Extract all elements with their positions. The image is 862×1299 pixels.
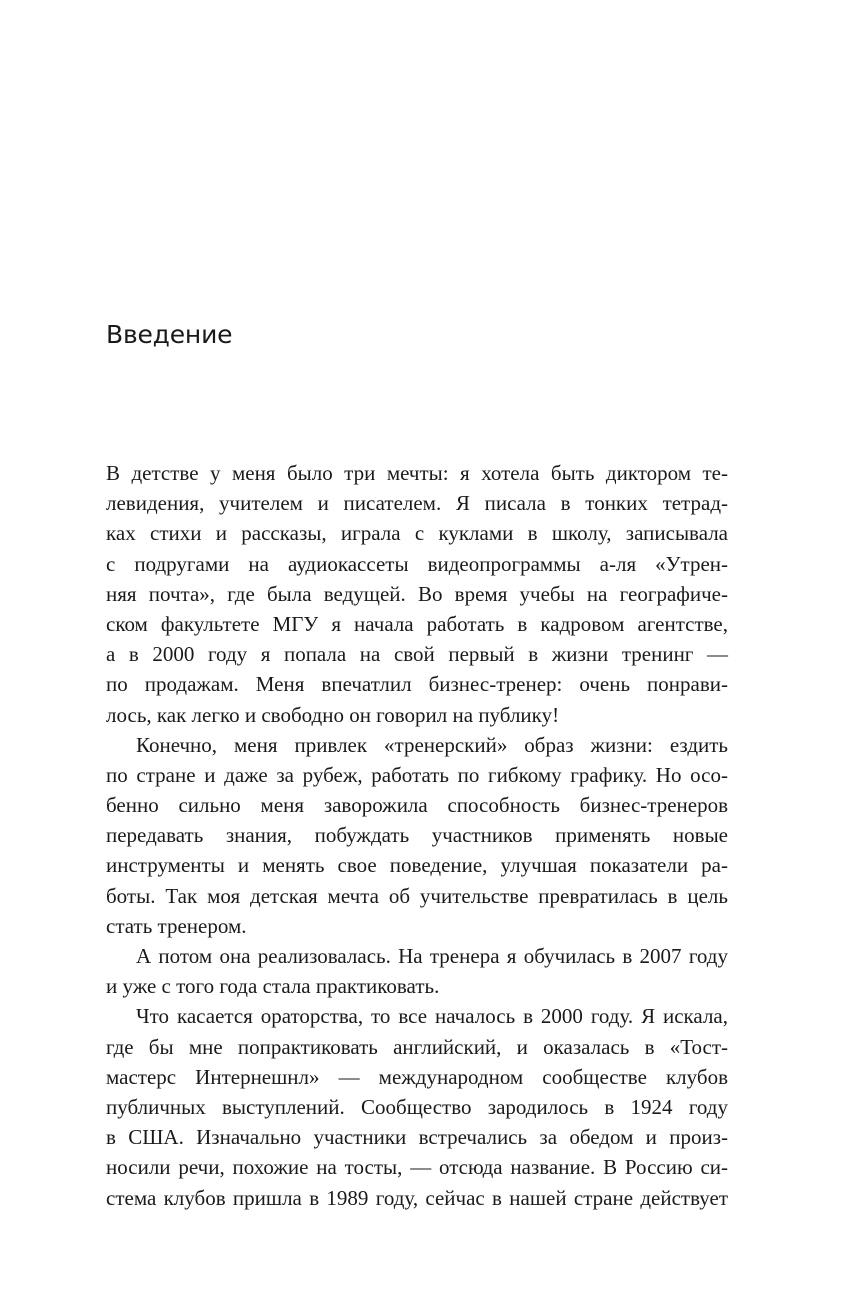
text-line: Конечно, меня привлек «тренерский» образ жизни: ездить (136, 732, 728, 757)
text-line: ском факультете МГУ я начала работать в кадровом агентстве, (106, 611, 728, 636)
text-line: по продажам. Меня впечатлил бизнес-тренер: очень понрави- (106, 672, 728, 697)
text-line: с подругами на аудиокассеты видеопрограммы а-ля «Утрен- (106, 551, 728, 576)
text-line: Что касается ораторства, то все началось в 2000 году. Я искала, (136, 1004, 728, 1029)
text-line: няя почта», где была ведущей. Во время учебы на географиче- (106, 581, 728, 606)
text-line: стать тренером. (106, 913, 247, 938)
text-line: бенно сильно меня заворожила способность бизнес-тренеров (106, 793, 728, 818)
text-line: где бы мне попрактиковать английский, и оказалась в «Тост- (106, 1034, 728, 1059)
text-line: в США. Изначально участники встречались за обедом и произ- (106, 1125, 728, 1150)
text-line: публичных выступлений. Сообщество зародилось в 1924 году (106, 1094, 728, 1119)
body-text (106, 458, 728, 1213)
text-line: лось, как легко и свободно он говорил на публику! (106, 702, 560, 727)
text-line: и уже с того года стала практиковать. (106, 974, 440, 999)
text-line: носили речи, похожие на тосты, — отсюда название. В Россию си- (106, 1155, 728, 1180)
text-line: В детстве у меня было три мечты: я хотела быть диктором те- (106, 461, 728, 485)
text-line: передавать знания, побуждать участников применять новые (106, 823, 728, 848)
text-line: левидения, учителем и писателем. Я писала в тонких тетрад- (106, 491, 728, 516)
text-line: а в 2000 году я попала на свой первый в жизни тренинг — (106, 642, 728, 667)
text-line: по стране и даже за рубеж, работать по гибкому графику. Но осо- (106, 762, 728, 787)
text-line: ках стихи и рассказы, играла с куклами в школу, записывала (106, 521, 728, 546)
chapter-title: Введение (106, 320, 233, 349)
text-line: стема клубов пришла в 1989 году, сейчас в нашей стране действует (106, 1185, 728, 1210)
text-line: мастерс Интернешнл» — международном сообществе клубов (106, 1064, 728, 1089)
text-line: боты. Так моя детская мечта об учительстве превратилась в цель (106, 883, 728, 908)
text-line: инструменты и менять свое поведение, улучшая показатели ра- (106, 853, 728, 878)
text-line: А потом она реализовалась. На тренера я обучилась в 2007 году (136, 944, 728, 968)
